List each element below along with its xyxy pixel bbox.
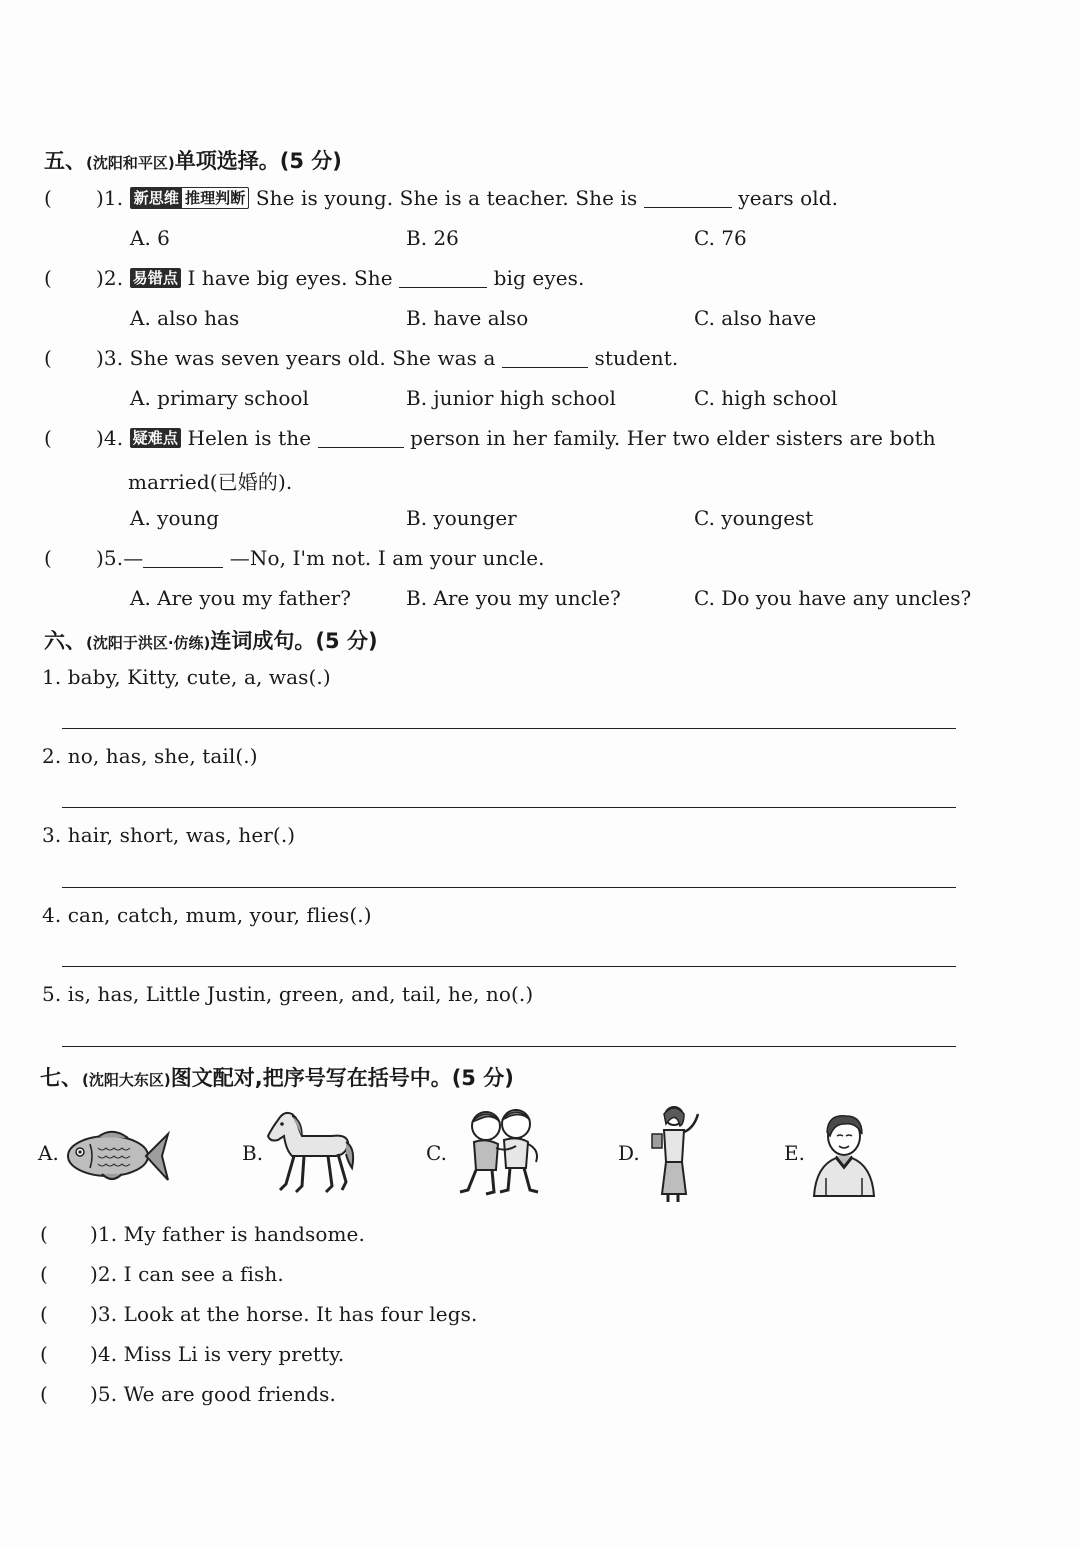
word-order-item-5: 5. is, has, Little Justin, green, and, tail, he, no(.) (42, 982, 534, 1006)
answer-paren-5-2[interactable]: ( (44, 266, 52, 290)
fill-blank[interactable] (502, 349, 588, 368)
option-a[interactable]: A. primary school (130, 386, 309, 410)
section-7-title (40, 1062, 514, 1092)
match-statement-4: )4. Miss Li is very pretty. (90, 1342, 345, 1366)
question-text-tail: —No, I'm not. I am your uncle. (229, 546, 545, 570)
match-statement-1: )1. My father is handsome. (90, 1222, 365, 1246)
answer-line-4[interactable] (62, 966, 956, 967)
option-c[interactable]: C. Do you have any uncles? (694, 586, 972, 610)
match-paren-3[interactable]: ( (40, 1302, 48, 1326)
answer-paren-5-1[interactable]: ( (44, 186, 52, 210)
question-text-tail: years old. (738, 186, 839, 210)
picture-label-b: B. (242, 1141, 264, 1165)
difficult-point-tag: 疑难点 (130, 428, 181, 448)
question-number: )1. (96, 186, 124, 210)
question-text-tail: person in her family. Her two elder sisters are both (410, 426, 936, 450)
answer-paren-5-4[interactable]: ( (44, 426, 52, 450)
error-prone-tag: 易错点 (130, 268, 181, 288)
question-text: She was seven years old. She was a (129, 346, 496, 370)
answer-line-2[interactable] (62, 807, 956, 808)
new-thinking-tag: 新思维 推理判断 (130, 187, 250, 209)
fill-blank[interactable] (644, 189, 732, 208)
section-5-title (44, 145, 342, 175)
option-b[interactable]: B. have also (406, 306, 529, 330)
teacher-woman-icon (646, 1102, 706, 1206)
question-text-tail: big eyes. (493, 266, 585, 290)
fill-blank[interactable] (399, 269, 487, 288)
match-paren-1[interactable]: ( (40, 1222, 48, 1246)
question-number: )2. (96, 266, 124, 290)
section-5-heading: 单项选择。(5 分) (174, 149, 342, 173)
option-a[interactable]: A. young (130, 506, 220, 530)
fish-icon (62, 1122, 172, 1186)
match-statement-2: )2. I can see a fish. (90, 1262, 284, 1286)
word-order-item-1: 1. baby, Kitty, cute, a, was(.) (42, 665, 331, 689)
question-number: )5. (96, 546, 124, 570)
option-c[interactable]: C. also have (694, 306, 817, 330)
handsome-man-icon (808, 1108, 880, 1198)
match-paren-2[interactable]: ( (40, 1262, 48, 1286)
question-text-tail: student. (594, 346, 679, 370)
section-6-title (44, 625, 378, 655)
option-c[interactable]: C. youngest (694, 506, 814, 530)
two-friends-icon (452, 1104, 548, 1200)
option-b[interactable]: B. 26 (406, 226, 459, 250)
question-text: I have big eyes. She (187, 266, 393, 290)
option-c[interactable]: C. 76 (694, 226, 747, 250)
section-7-source: (沈阳大东区) (82, 1071, 171, 1089)
match-paren-5[interactable]: ( (40, 1382, 48, 1406)
section-5-source: (沈阳和平区) (86, 154, 175, 172)
option-c[interactable]: C. high school (694, 386, 838, 410)
question-5-3 (96, 346, 678, 370)
option-b[interactable]: B. junior high school (406, 386, 616, 410)
section-7-number: 七、 (40, 1066, 82, 1090)
option-b[interactable]: B. younger (406, 506, 517, 530)
word-order-item-2: 2. no, has, she, tail(.) (42, 744, 258, 768)
picture-label-c: C. (426, 1141, 447, 1165)
picture-label-e: E. (784, 1141, 805, 1165)
dialog-dash: — (123, 546, 144, 570)
picture-label-a: A. (38, 1141, 59, 1165)
question-5-4 (96, 426, 936, 450)
option-a[interactable]: A. Are you my father? (130, 586, 351, 610)
answer-line-1[interactable] (62, 728, 956, 729)
section-5-number: 五、 (44, 149, 86, 173)
picture-label-d: D. (618, 1141, 640, 1165)
question-text: She is young. She is a teacher. She is (255, 186, 638, 210)
fill-blank[interactable] (143, 549, 223, 568)
answer-paren-5-5[interactable]: ( (44, 546, 52, 570)
question-number: )4. (96, 426, 124, 450)
fill-blank[interactable] (318, 429, 404, 448)
answer-line-3[interactable] (62, 887, 956, 888)
section-6-source: (沈阳于洪区·仿练) (86, 634, 211, 652)
question-5-1 (96, 186, 838, 210)
option-a[interactable]: A. 6 (130, 226, 170, 250)
question-5-5 (96, 546, 545, 570)
match-statement-3: )3. Look at the horse. It has four legs. (90, 1302, 478, 1326)
question-5-4-line2: married(已婚的). (128, 470, 293, 494)
answer-paren-5-3[interactable]: ( (44, 346, 52, 370)
match-statement-5: )5. We are good friends. (90, 1382, 336, 1406)
option-a[interactable]: A. also has (130, 306, 240, 330)
question-5-2 (96, 266, 585, 290)
match-paren-4[interactable]: ( (40, 1342, 48, 1366)
section-7-heading: 图文配对,把序号写在括号中。(5 分) (170, 1066, 514, 1090)
answer-line-5[interactable] (62, 1046, 956, 1047)
horse-icon (262, 1106, 358, 1198)
section-6-number: 六、 (44, 629, 86, 653)
option-b[interactable]: B. Are you my uncle? (406, 586, 621, 610)
question-text: Helen is the (187, 426, 312, 450)
question-number: )3. (96, 346, 124, 370)
word-order-item-4: 4. can, catch, mum, your, flies(.) (42, 903, 372, 927)
word-order-item-3: 3. hair, short, was, her(.) (42, 823, 296, 847)
section-6-heading: 连词成句。(5 分) (210, 629, 378, 653)
